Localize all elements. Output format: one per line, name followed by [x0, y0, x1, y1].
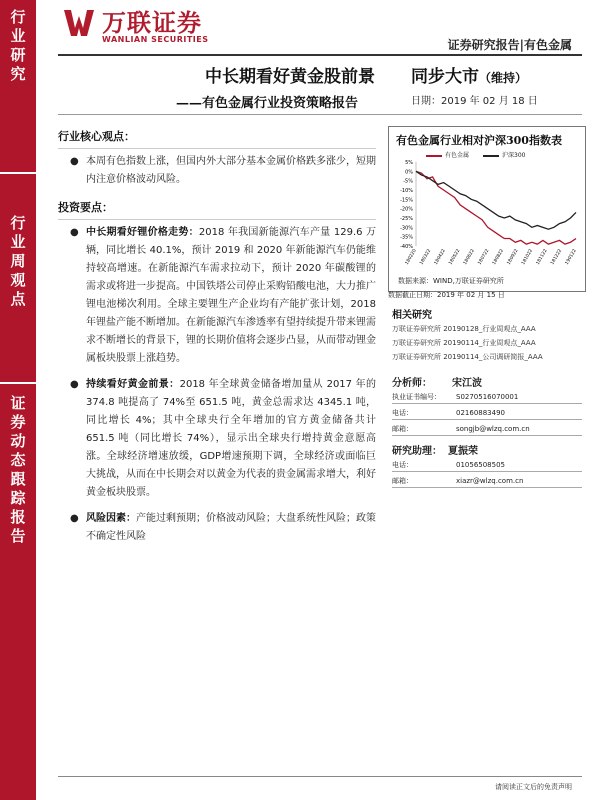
divider — [392, 487, 582, 488]
assistant-tel: 电话： 01056508505 — [392, 461, 505, 469]
x-tick-label: 180622 — [462, 248, 476, 266]
chart-title: 有色金属行业相对沪深300指数表 — [396, 134, 562, 147]
related-item[interactable]: 万联证券研究所 20190128_行业周观点_AAA — [392, 325, 536, 333]
report-subtitle: ——有色金属行业投资策略报告 — [176, 96, 359, 111]
related-research-heading: 相关研究 — [392, 310, 432, 321]
x-tick-label: 180422 — [433, 248, 447, 266]
series-line-0 — [416, 171, 576, 244]
divider — [392, 403, 582, 404]
legend-item-nonferrous: 有色金属 — [426, 150, 469, 159]
relative-performance-chart — [390, 158, 582, 270]
y-tick-label: -25% — [400, 216, 413, 222]
related-research-list — [392, 322, 543, 364]
analyst-name: 宋江波 — [452, 378, 482, 389]
x-tick-label: 190122 — [564, 248, 578, 266]
logo-mark-icon — [64, 8, 94, 38]
legend-item-csi300: 沪深300 — [483, 150, 525, 159]
related-item[interactable]: 万联证券研究所 20190114_行业周观点_AAA — [392, 339, 536, 347]
company-logo — [64, 8, 209, 44]
report-type: 证券研究报告|有色金属 — [447, 38, 572, 52]
y-tick-label: -35% — [400, 234, 413, 241]
invest-point-risk: ● 风险因素：产能过剩预期；价格波动风险；大盘系统性风险；政策不确定性风险 — [58, 510, 376, 546]
y-tick-label: -5% — [403, 178, 413, 185]
y-tick-label: -15% — [400, 197, 413, 204]
logo-text-en: WANLIAN SECURITIES — [102, 35, 209, 44]
bullet-icon: ● — [70, 379, 79, 390]
rating-status: （维持） — [479, 71, 528, 85]
report-date: 日期：2019 年 02 月 18 日 — [411, 96, 538, 107]
rating-value: 同步大市 — [411, 67, 479, 87]
report-title: 中长期看好黄金股前景 — [205, 67, 375, 87]
bullet-icon: ● — [70, 156, 79, 167]
assistant-heading: 研究助理： 夏振荣 — [392, 446, 478, 457]
analyst-tel: 电话： 02160883490 — [392, 409, 505, 417]
title-divider — [58, 114, 582, 115]
y-tick-label: -30% — [400, 225, 413, 232]
strip-tracking-report: 证 券 动 态 跟 踪 报 告 — [0, 384, 36, 800]
y-tick-label: -20% — [400, 206, 413, 213]
analyst-cert: 执业证书编号： S0270516070001 — [392, 393, 519, 401]
y-tick-label: 5% — [405, 160, 413, 166]
y-tick-label: -10% — [400, 188, 413, 194]
y-tick-label: 0% — [405, 169, 413, 176]
x-tick-label: 180322 — [419, 248, 433, 266]
core-point: ● 本周有色指数上涨，但国内外大部分基本金属价格跌多涨少，短期内注意价格波动风险。 — [58, 153, 376, 189]
invest-point-lithium: ● 中长期看好锂价格走势：2018 年我国新能源汽车产量 129.6 万辆，同比增长 40.1%，预计 2019 和 2020 年新能源汽车仍能维持较高增速。在新能源汽车需求拉动下，预计 2020 年碳酸锂的需求或将进一步提高。中国铁塔公司停止采购铅酸电池，大力推广锂电池梯次利用。全球主要锂生产企业均有产能扩张计划，2018 年锂盐产能不断增加。在新能源汽车渗透率有望持续提升带来锂需求不断增长的背景下，锂的长期价值将会逐步凸显，从而带动锂金属板块股票上涨趋势。 — [58, 224, 376, 368]
analyst-heading: 分析师： 宋江波 — [392, 378, 482, 389]
main-content — [58, 128, 376, 554]
x-tick-label: 180722 — [477, 248, 491, 266]
assistant-name: 夏振荣 — [448, 446, 478, 457]
y-tick-label: -40% — [400, 244, 413, 250]
header-divider — [58, 54, 582, 56]
analyst-email[interactable]: 邮箱： songjb@wlzq.com.cn — [392, 425, 530, 433]
x-tick-label: 180922 — [506, 248, 520, 266]
rating — [411, 62, 527, 87]
divider — [392, 471, 582, 472]
logo-text-cn: 万联证券 — [102, 9, 202, 37]
x-tick-label: 181222 — [550, 248, 564, 266]
strip-weekly-view: 行 业 周 观 点 — [0, 174, 36, 382]
divider — [392, 435, 582, 436]
x-tick-label: 180822 — [492, 248, 506, 266]
strip-industry-research: 行 业 研 究 — [0, 0, 36, 172]
core-views-heading: 行业核心观点： — [58, 128, 376, 149]
investment-points-heading: 投资要点： — [58, 199, 376, 220]
series-line-1 — [416, 171, 576, 229]
x-tick-label: 180522 — [448, 248, 462, 266]
invest-point-gold: ● 持续看好黄金前景：2018 年全球黄金储备增加量从 2017 年的 374.8 吨提高了 74%至 651.5 吨，黄金总需求达 4345.1 吨，同比增长 4%；其中全球央行全年增加的官方黄金储备共计 651.5 吨（同比增长 74%），显示出全球央行增持黄金意愿高涨。全球经济增速放缓，GDP增速预期下调，全球经济或面临巨大挑战，从而在中长期会对以黄金为代表的贵金属需求增大，利好黄金板块股票。 — [58, 376, 376, 502]
assistant-email[interactable]: 邮箱： xiazr@wlzq.com.cn — [392, 477, 524, 485]
footer-divider — [58, 776, 582, 777]
chart-cutoff-date: 数据截止日期：2019 年 02 月 15 日 — [388, 291, 505, 299]
related-item[interactable]: 万联证券研究所 20190114_公司调研简报_AAA — [392, 353, 543, 361]
bullet-icon: ● — [70, 227, 79, 238]
divider — [392, 419, 582, 420]
x-tick-label: 181022 — [521, 248, 535, 266]
disclaimer-note[interactable]: 请阅读正文后的免责声明 — [495, 783, 572, 791]
bullet-icon: ● — [70, 513, 79, 524]
x-tick-label: 181122 — [535, 248, 549, 266]
x-tick-label: 180220 — [404, 248, 418, 266]
chart-source: 数据来源：WIND,万联证券研究所 — [398, 277, 504, 285]
